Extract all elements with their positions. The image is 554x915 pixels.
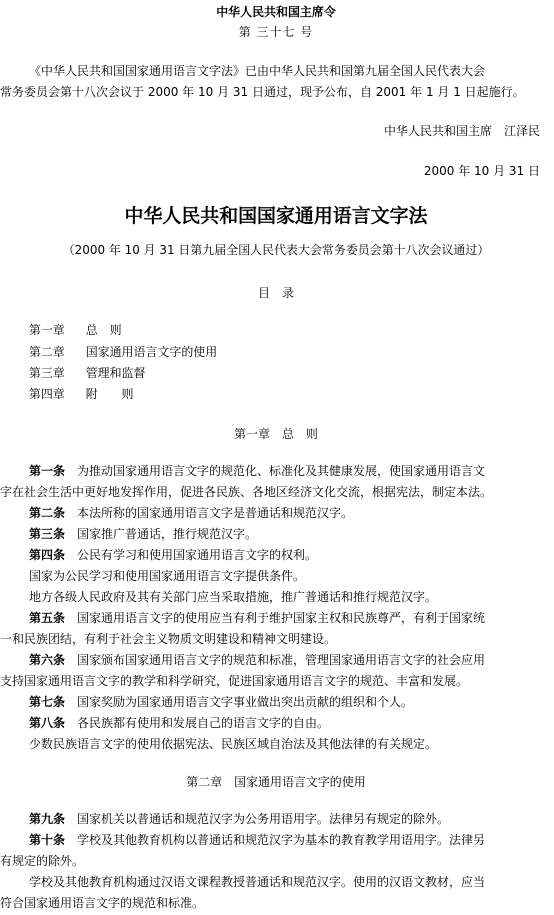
article-10-line-2: 有规定的除外。 [0, 854, 85, 868]
article-text: 国家推广普通话，推行规范汉字。 [77, 527, 258, 541]
toc-item-title: 国家通用语言文字的使用 [85, 345, 218, 359]
article-text: 国家颁布国家通用语言文字的规范和标准，管理国家通用语言文字的社会应用 [77, 653, 486, 667]
article-6-line-1 [29, 652, 485, 668]
order-body-line-1: 《中华人民共和国国家通用语言文字法》已由中华人民共和国第九届全国人民代表大会 [29, 64, 486, 78]
article-5-line-1 [29, 610, 485, 626]
article-text: 学校及其他教育机构以普通话和规范汉字为基本的教育教学用语用字。法律另 [77, 833, 486, 847]
article-label: 第六条 [29, 653, 66, 667]
article-label: 第九条 [29, 812, 66, 826]
chapter-1-heading: 第一章 总 则 [234, 427, 318, 441]
article-label: 第二条 [29, 506, 66, 520]
article-8 [29, 715, 329, 731]
article-label: 第七条 [29, 695, 66, 709]
law-subtitle: （2000 年 10 月 31 日第九届全国人民代表大会常务委员会第十八次会议通过） [62, 243, 490, 257]
article-4-para-3: 地方各级人民政府及其有关部门应当采取措施，推广普通话和推行规范汉字。 [29, 590, 438, 604]
article-6-line-2: 支持国家通用语言文字的教学和科学研究，促进国家通用语言文字的规范、丰富和发展。 [0, 674, 469, 688]
article-2 [29, 505, 353, 521]
toc-item-number: 第三章 [28, 366, 65, 380]
article-10-para-2-line-1: 学校及其他教育机构通过汉语文课程教授普通话和规范汉字。使用的汉语文教材，应当 [29, 875, 486, 889]
toc-item-title: 附 则 [85, 387, 134, 401]
toc-item-number: 第一章 [28, 323, 65, 337]
article-text: 为推动国家通用语言文字的规范化、标准化及其健康发展，使国家通用语言文 [77, 464, 486, 478]
order-date: 2000 年 10 月 31 日 [423, 164, 540, 178]
toc-item-number: 第四章 [28, 387, 65, 401]
article-label: 第四条 [29, 548, 66, 562]
chapter-2-heading: 第二章 国家通用语言文字的使用 [186, 775, 366, 789]
toc-item-number: 第二章 [28, 345, 65, 359]
law-title: 中华人民共和国国家通用语言文字法 [124, 205, 428, 227]
article-1-line-2: 字在社会生活中更好地发挥作用，促进各民族、各地区经济文化交流，根据宪法，制定本法。 [0, 485, 493, 499]
article-4 [29, 547, 317, 563]
article-text: 国家机关以普通话和规范汉字为公务用语用字。法律另有规定的除外。 [77, 812, 450, 826]
article-text: 国家奖励为国家通用语言文字事业做出突出贡献的组织和个人。 [77, 695, 414, 709]
article-label: 第三条 [29, 527, 66, 541]
article-label: 第五条 [29, 611, 66, 625]
order-body-line-2: 常务委员会第十八次会议于 2000 年 10 月 31 日通过，现予公布，自 2001 年 1 月 1 日起施行。 [0, 85, 525, 99]
article-3 [29, 526, 257, 542]
order-number: 第 三十七 号 [238, 25, 314, 39]
article-text: 国家通用语言文字的使用应当有利于维护国家主权和民族尊严，有利于国家统 [77, 611, 486, 625]
article-10-para-2-line-2: 符合国家通用语言文字的规范和标准。 [0, 896, 205, 910]
article-label: 第十条 [29, 833, 66, 847]
article-7 [29, 694, 413, 710]
article-8-para-2: 少数民族语言文字的使用依据宪法、民族区域自治法及其他法律的有关规定。 [29, 737, 438, 751]
article-text: 本法所称的国家通用语言文字是普通话和规范汉字。 [77, 506, 354, 520]
article-9 [29, 811, 449, 827]
article-4-para-2: 国家为公民学习和使用国家通用语言文字提供条件。 [29, 569, 306, 583]
toc-heading: 目 录 [258, 286, 294, 300]
order-heading: 中华人民共和国主席令 [216, 5, 336, 19]
toc-item-title: 总 则 [85, 323, 122, 337]
toc-item-title: 管理和监督 [85, 366, 146, 380]
article-label: 第八条 [29, 716, 66, 730]
order-signer: 中华人民共和国主席 江泽民 [383, 124, 540, 138]
article-text: 各民族都有使用和发展自己的语言文字的自由。 [77, 716, 330, 730]
article-5-line-2: 一和民族团结，有利于社会主义物质文明建设和精神文明建设。 [0, 632, 337, 646]
article-1-line-1 [29, 463, 485, 479]
article-10-line-1 [29, 832, 485, 848]
article-text: 公民有学习和使用国家通用语言文字的权利。 [77, 548, 318, 562]
article-label: 第一条 [29, 464, 66, 478]
